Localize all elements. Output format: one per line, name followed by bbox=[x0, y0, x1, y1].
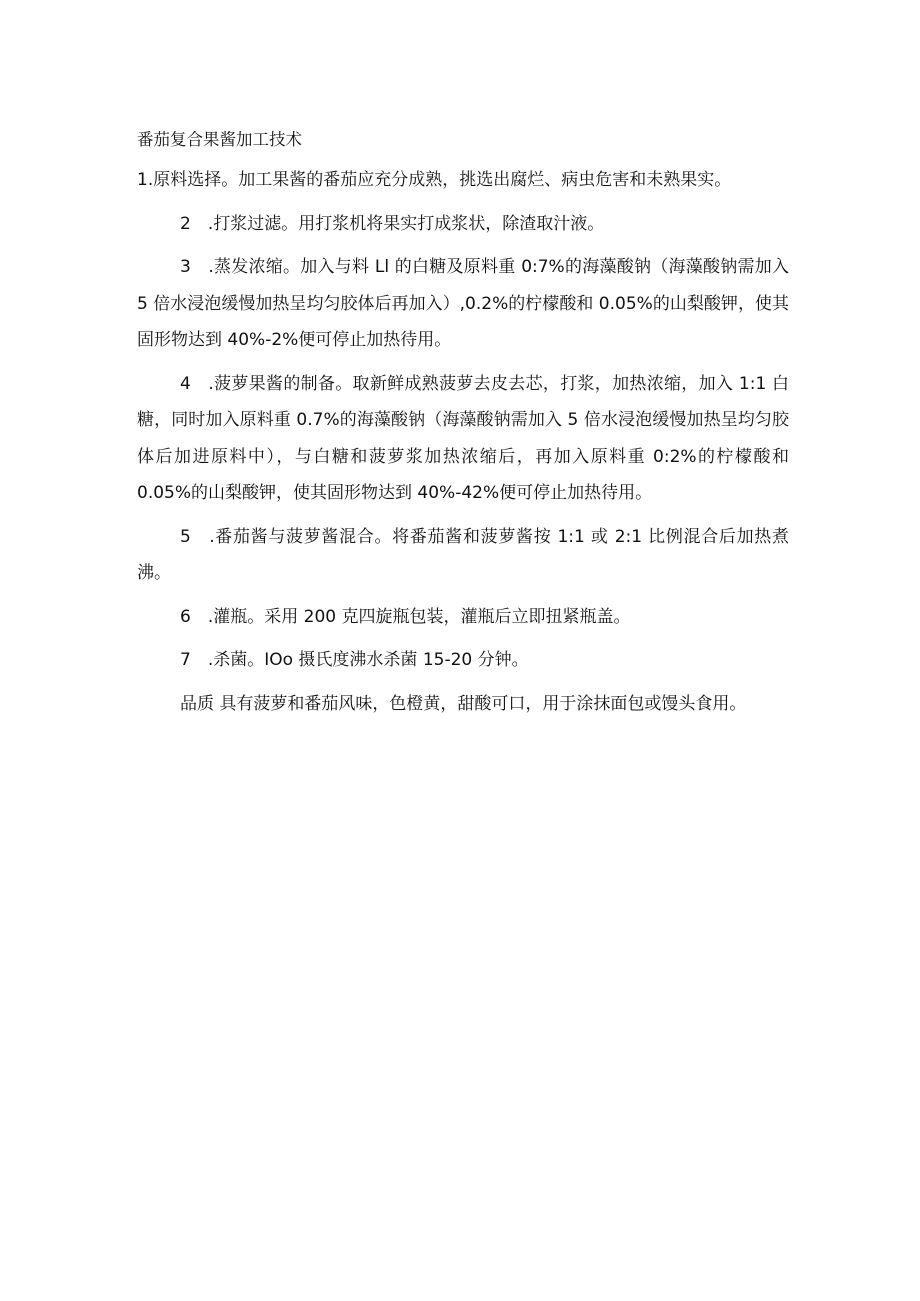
document-body bbox=[137, 126, 789, 729]
paragraph-raw-material-selection: 1.原料选择。加工果酱的番茄应充分成熟，挑选出腐烂、病虫危害和未熟果实。 bbox=[137, 170, 732, 190]
paragraph-evaporation-concentration: 3 .蒸发浓缩。加入与料 Ll 的白糖及原料重 0:7%的海藻酸钠（海藻酸钠需加入 5 倍水浸泡缓慢加热呈均匀胶体后再加入）,0.2%的柠檬酸和 0.05%的山梨酸钾，使其固形物达到 40%-2%便可停止加热待用。 bbox=[137, 257, 789, 350]
paragraph-sterilization: 7 .杀菌。IOo 摄氏度沸水杀菌 15-20 分钟。 bbox=[180, 650, 529, 670]
paragraph-bottling: 6 .灌瓶。采用 200 克四旋瓶包装，灌瓶后立即扭紧瓶盖。 bbox=[180, 606, 631, 627]
paragraph-pineapple-jam-preparation: 4 .菠萝果酱的制备。取新鲜成熟菠萝去皮去芯，打浆，加热浓缩，加入 1:1 白糖，同时加入原料重 0.7%的海藻酸钠（海藻酸钠需加入 5 倍水浸泡缓慢加热呈均匀胶体后加进原料中），与白糖和菠萝浆加热浓缩后，再加入原料重 0:2%的柠檬酸和 0.05%的山梨酸钾，使其固形物达到 40%-42%便可停止加热待用。 bbox=[137, 373, 789, 503]
document-title: 番茄复合果酱加工技术 bbox=[137, 130, 302, 149]
paragraph-jam-mixing: 5 .番茄酱与菠萝酱混合。将番茄酱和菠萝酱按 1:1 或 2:1 比例混合后加热煮沸。 bbox=[137, 526, 789, 583]
paragraph-quality: 品质 具有菠萝和番茄风味，色橙黄，甜酸可口，用于涂抹面包或馒头食用。 bbox=[180, 693, 747, 714]
paragraph-pulping-filtering: 2 .打浆过滤。用打浆机将果实打成浆状，除渣取汁液。 bbox=[180, 213, 605, 234]
